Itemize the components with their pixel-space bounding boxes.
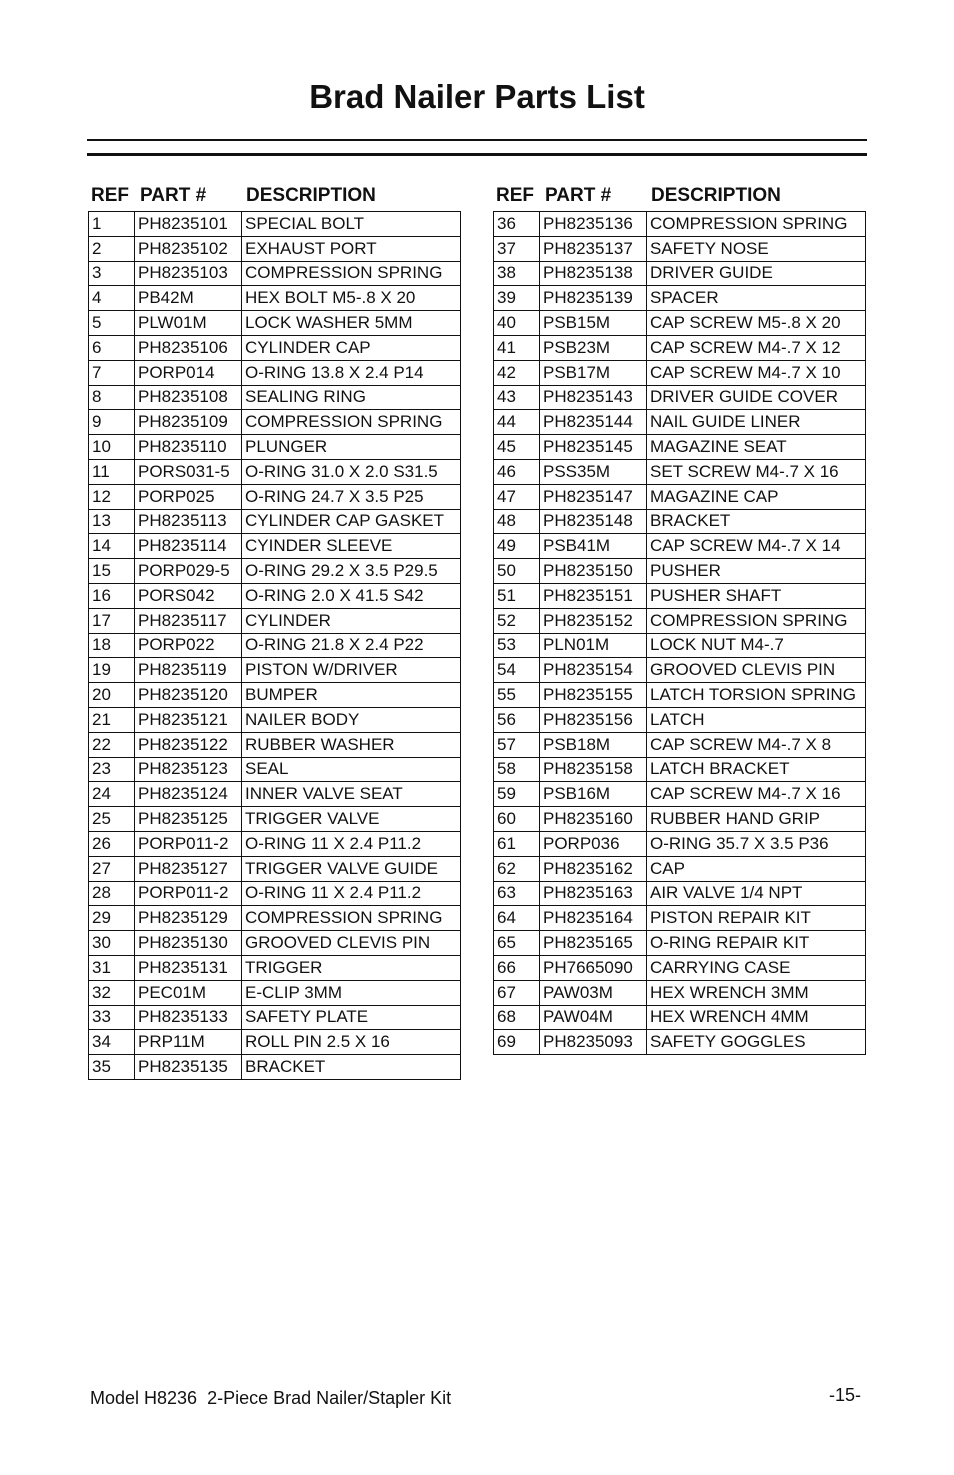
cell-ref: 63	[494, 881, 540, 906]
cell-part-number: PORP011-2	[135, 881, 242, 906]
table-row	[494, 410, 866, 435]
table-row	[89, 683, 461, 708]
cell-ref: 57	[494, 732, 540, 757]
cell-part-number: PH8235139	[540, 286, 647, 311]
title-rule-thick	[87, 153, 867, 156]
table-row	[494, 807, 866, 832]
table-row	[494, 782, 866, 807]
header-ref: REF	[496, 185, 534, 206]
cell-description: O-RING 11 X 2.4 P11.2	[242, 881, 461, 906]
cell-description: CAP SCREW M4-.7 X 12	[647, 335, 866, 360]
cell-part-number: PLW01M	[135, 311, 242, 336]
cell-part-number: PH8235113	[135, 509, 242, 534]
cell-description: RUBBER WASHER	[242, 732, 461, 757]
cell-description: SAFETY NOSE	[647, 236, 866, 261]
parts-table-left-body	[89, 212, 461, 1080]
table-row	[494, 1030, 866, 1055]
cell-ref: 49	[494, 534, 540, 559]
cell-description: HEX WRENCH 4MM	[647, 1005, 866, 1030]
cell-ref: 37	[494, 236, 540, 261]
cell-description: LOCK NUT M4-.7	[647, 633, 866, 658]
cell-description: HEX WRENCH 3MM	[647, 980, 866, 1005]
table-row	[89, 1055, 461, 1080]
table-row	[494, 608, 866, 633]
cell-part-number: PH8235156	[540, 707, 647, 732]
cell-description: LATCH BRACKET	[647, 757, 866, 782]
cell-description: SEALING RING	[242, 385, 461, 410]
table-row	[89, 906, 461, 931]
cell-ref: 4	[89, 286, 135, 311]
cell-part-number: PSB41M	[540, 534, 647, 559]
table-row	[494, 856, 866, 881]
cell-ref: 27	[89, 856, 135, 881]
cell-part-number: PORP014	[135, 360, 242, 385]
table-row	[494, 484, 866, 509]
cell-part-number: PH8235108	[135, 385, 242, 410]
cell-description: CAP SCREW M4-.7 X 16	[647, 782, 866, 807]
cell-ref: 21	[89, 707, 135, 732]
cell-ref: 20	[89, 683, 135, 708]
cell-ref: 16	[89, 583, 135, 608]
cell-description: TRIGGER VALVE GUIDE	[242, 856, 461, 881]
cell-ref: 53	[494, 633, 540, 658]
cell-description: CAP SCREW M4-.7 X 14	[647, 534, 866, 559]
table-row	[89, 410, 461, 435]
header-description: DESCRIPTION	[246, 185, 376, 206]
parts-table-right	[493, 184, 866, 1055]
cell-description: CYLINDER CAP	[242, 335, 461, 360]
table-row	[494, 261, 866, 286]
cell-part-number: PORP022	[135, 633, 242, 658]
cell-part-number: PH8235144	[540, 410, 647, 435]
cell-description: MAGAZINE SEAT	[647, 435, 866, 460]
cell-description: DRIVER GUIDE COVER	[647, 385, 866, 410]
table-row	[494, 931, 866, 956]
cell-ref: 35	[89, 1055, 135, 1080]
cell-ref: 23	[89, 757, 135, 782]
cell-ref: 22	[89, 732, 135, 757]
cell-ref: 2	[89, 236, 135, 261]
table-row	[494, 236, 866, 261]
cell-part-number: PH8235163	[540, 881, 647, 906]
cell-part-number: PH8235120	[135, 683, 242, 708]
cell-ref: 50	[494, 559, 540, 584]
cell-part-number: PH8235143	[540, 385, 647, 410]
cell-ref: 31	[89, 955, 135, 980]
cell-description: BRACKET	[647, 509, 866, 534]
table-row	[89, 1005, 461, 1030]
table-row	[89, 608, 461, 633]
cell-part-number: PH8235110	[135, 435, 242, 460]
title-rule-thin	[87, 139, 867, 141]
cell-part-number: PAW03M	[540, 980, 647, 1005]
cell-part-number: PH8235122	[135, 732, 242, 757]
cell-part-number: PH8235093	[540, 1030, 647, 1055]
table-row	[89, 856, 461, 881]
cell-description: O-RING 11 X 2.4 P11.2	[242, 831, 461, 856]
table-row	[89, 658, 461, 683]
table-row	[494, 906, 866, 931]
cell-part-number: PORP029-5	[135, 559, 242, 584]
cell-ref: 55	[494, 683, 540, 708]
cell-ref: 15	[89, 559, 135, 584]
cell-ref: 8	[89, 385, 135, 410]
cell-part-number: PORP025	[135, 484, 242, 509]
cell-description: O-RING 35.7 X 3.5 P36	[647, 831, 866, 856]
cell-description: O-RING 29.2 X 3.5 P29.5	[242, 559, 461, 584]
cell-description: COMPRESSION SPRING	[242, 410, 461, 435]
table-row	[89, 881, 461, 906]
cell-description: CAP SCREW M4-.7 X 10	[647, 360, 866, 385]
cell-description: PUSHER SHAFT	[647, 583, 866, 608]
cell-part-number: PLN01M	[540, 633, 647, 658]
cell-description: PLUNGER	[242, 435, 461, 460]
table-row	[89, 212, 461, 237]
cell-ref: 5	[89, 311, 135, 336]
table-row	[494, 335, 866, 360]
cell-part-number: PH8235151	[540, 583, 647, 608]
table-row	[89, 261, 461, 286]
cell-description: ROLL PIN 2.5 X 16	[242, 1030, 461, 1055]
table-row	[494, 658, 866, 683]
cell-part-number: PORP036	[540, 831, 647, 856]
cell-ref: 60	[494, 807, 540, 832]
header-part-number: PART #	[140, 185, 207, 206]
cell-ref: 39	[494, 286, 540, 311]
cell-ref: 10	[89, 435, 135, 460]
cell-ref: 44	[494, 410, 540, 435]
table-row	[494, 757, 866, 782]
cell-part-number: PH8235137	[540, 236, 647, 261]
cell-description: NAIL GUIDE LINER	[647, 410, 866, 435]
cell-description: SPECIAL BOLT	[242, 212, 461, 237]
table-row	[494, 1005, 866, 1030]
table-row	[494, 435, 866, 460]
cell-description: HEX BOLT M5-.8 X 20	[242, 286, 461, 311]
cell-part-number: PH8235154	[540, 658, 647, 683]
cell-part-number: PH8235103	[135, 261, 242, 286]
cell-description: LATCH	[647, 707, 866, 732]
cell-part-number: PH8235165	[540, 931, 647, 956]
cell-ref: 41	[494, 335, 540, 360]
cell-part-number: PH8235152	[540, 608, 647, 633]
table-row	[89, 459, 461, 484]
cell-part-number: PORS031-5	[135, 459, 242, 484]
cell-description: CYLINDER	[242, 608, 461, 633]
cell-ref: 40	[494, 311, 540, 336]
cell-part-number: PSS35M	[540, 459, 647, 484]
table-row	[494, 286, 866, 311]
cell-ref: 46	[494, 459, 540, 484]
cell-ref: 34	[89, 1030, 135, 1055]
table-row	[89, 807, 461, 832]
table-row	[494, 980, 866, 1005]
cell-description: COMPRESSION SPRING	[647, 608, 866, 633]
table-row	[494, 311, 866, 336]
table-row	[494, 707, 866, 732]
cell-part-number: PAW04M	[540, 1005, 647, 1030]
cell-part-number: PH8235147	[540, 484, 647, 509]
cell-ref: 24	[89, 782, 135, 807]
cell-ref: 51	[494, 583, 540, 608]
table-row	[494, 732, 866, 757]
cell-ref: 52	[494, 608, 540, 633]
cell-ref: 1	[89, 212, 135, 237]
cell-part-number: PH8235148	[540, 509, 647, 534]
cell-part-number: PH8235133	[135, 1005, 242, 1030]
cell-description: CAP	[647, 856, 866, 881]
cell-part-number: PSB23M	[540, 335, 647, 360]
cell-ref: 42	[494, 360, 540, 385]
cell-ref: 11	[89, 459, 135, 484]
cell-description: RUBBER HAND GRIP	[647, 807, 866, 832]
cell-part-number: PH8235150	[540, 559, 647, 584]
cell-ref: 7	[89, 360, 135, 385]
cell-part-number: PH8235127	[135, 856, 242, 881]
table-row	[89, 484, 461, 509]
cell-part-number: PSB17M	[540, 360, 647, 385]
cell-description: SPACER	[647, 286, 866, 311]
cell-description: O-RING 21.8 X 2.4 P22	[242, 633, 461, 658]
cell-ref: 66	[494, 955, 540, 980]
footer-model: Model H8236 2-Piece Brad Nailer/Stapler Kit	[90, 1388, 452, 1408]
table-row	[494, 683, 866, 708]
cell-description: NAILER BODY	[242, 707, 461, 732]
table-row	[89, 435, 461, 460]
cell-description: BRACKET	[242, 1055, 461, 1080]
cell-description: SAFETY GOGGLES	[647, 1030, 866, 1055]
table-row	[89, 633, 461, 658]
table-row	[89, 1030, 461, 1055]
cell-description: E-CLIP 3MM	[242, 980, 461, 1005]
cell-ref: 68	[494, 1005, 540, 1030]
table-row	[89, 335, 461, 360]
cell-part-number: PH8235131	[135, 955, 242, 980]
cell-part-number: PH8235109	[135, 410, 242, 435]
cell-description: PISTON REPAIR KIT	[647, 906, 866, 931]
table-row	[494, 633, 866, 658]
cell-part-number: PH8235106	[135, 335, 242, 360]
cell-part-number: PH8235162	[540, 856, 647, 881]
cell-part-number: PH8235138	[540, 261, 647, 286]
table-row	[89, 732, 461, 757]
table-row	[89, 286, 461, 311]
page-title: Brad Nailer Parts List	[309, 78, 645, 115]
cell-part-number: PH8235119	[135, 658, 242, 683]
cell-ref: 13	[89, 509, 135, 534]
table-row	[494, 583, 866, 608]
cell-part-number: PB42M	[135, 286, 242, 311]
cell-part-number: PH8235136	[540, 212, 647, 237]
table-row	[494, 459, 866, 484]
cell-description: PISTON W/DRIVER	[242, 658, 461, 683]
cell-description: CAP SCREW M4-.7 X 8	[647, 732, 866, 757]
cell-description: COMPRESSION SPRING	[647, 212, 866, 237]
cell-description: CAP SCREW M5-.8 X 20	[647, 311, 866, 336]
cell-description: TRIGGER VALVE	[242, 807, 461, 832]
cell-ref: 28	[89, 881, 135, 906]
cell-ref: 33	[89, 1005, 135, 1030]
cell-ref: 47	[494, 484, 540, 509]
table-row	[89, 559, 461, 584]
cell-description: CYINDER SLEEVE	[242, 534, 461, 559]
table-row	[494, 212, 866, 237]
cell-part-number: PH8235114	[135, 534, 242, 559]
cell-description: SET SCREW M4-.7 X 16	[647, 459, 866, 484]
table-row	[89, 385, 461, 410]
cell-ref: 67	[494, 980, 540, 1005]
cell-part-number: PH8235124	[135, 782, 242, 807]
cell-description: LATCH TORSION SPRING	[647, 683, 866, 708]
cell-description: DRIVER GUIDE	[647, 261, 866, 286]
cell-part-number: PH8235129	[135, 906, 242, 931]
cell-ref: 61	[494, 831, 540, 856]
table-row	[494, 559, 866, 584]
cell-ref: 18	[89, 633, 135, 658]
table-row	[89, 757, 461, 782]
cell-ref: 56	[494, 707, 540, 732]
cell-description: EXHAUST PORT	[242, 236, 461, 261]
header-ref: REF	[91, 185, 129, 206]
cell-description: O-RING 24.7 X 3.5 P25	[242, 484, 461, 509]
cell-description: O-RING 2.0 X 41.5 S42	[242, 583, 461, 608]
cell-part-number: PSB16M	[540, 782, 647, 807]
cell-part-number: PH8235158	[540, 757, 647, 782]
table-row	[89, 782, 461, 807]
cell-ref: 9	[89, 410, 135, 435]
cell-ref: 26	[89, 831, 135, 856]
cell-part-number: PH8235123	[135, 757, 242, 782]
table-row	[494, 831, 866, 856]
cell-description: O-RING 31.0 X 2.0 S31.5	[242, 459, 461, 484]
cell-ref: 14	[89, 534, 135, 559]
cell-part-number: PH8235117	[135, 608, 242, 633]
cell-ref: 3	[89, 261, 135, 286]
cell-ref: 12	[89, 484, 135, 509]
cell-part-number: PH8235102	[135, 236, 242, 261]
cell-part-number: PSB15M	[540, 311, 647, 336]
table-row	[494, 534, 866, 559]
cell-part-number: PEC01M	[135, 980, 242, 1005]
cell-ref: 29	[89, 906, 135, 931]
cell-ref: 58	[494, 757, 540, 782]
table-header	[493, 184, 866, 211]
table-row	[89, 831, 461, 856]
cell-ref: 65	[494, 931, 540, 956]
parts-table-right-body	[494, 212, 866, 1055]
table-row	[89, 583, 461, 608]
cell-description: MAGAZINE CAP	[647, 484, 866, 509]
cell-part-number: PH7665090	[540, 955, 647, 980]
cell-description: SEAL	[242, 757, 461, 782]
cell-part-number: PH8235121	[135, 707, 242, 732]
cell-description: BUMPER	[242, 683, 461, 708]
page-number: -15-	[829, 1385, 862, 1405]
cell-description: CARRYING CASE	[647, 955, 866, 980]
table-header	[88, 184, 461, 211]
cell-part-number: PH8235101	[135, 212, 242, 237]
cell-description: INNER VALVE SEAT	[242, 782, 461, 807]
table-row	[89, 236, 461, 261]
cell-part-number: PH8235125	[135, 807, 242, 832]
table-row	[89, 534, 461, 559]
cell-part-number: PH8235130	[135, 931, 242, 956]
cell-ref: 25	[89, 807, 135, 832]
cell-part-number: PH8235164	[540, 906, 647, 931]
cell-part-number: PORP011-2	[135, 831, 242, 856]
cell-ref: 17	[89, 608, 135, 633]
cell-description: CYLINDER CAP GASKET	[242, 509, 461, 534]
table-row	[89, 955, 461, 980]
cell-ref: 48	[494, 509, 540, 534]
table-row	[89, 980, 461, 1005]
cell-part-number: PH8235145	[540, 435, 647, 460]
cell-ref: 6	[89, 335, 135, 360]
cell-description: O-RING REPAIR KIT	[647, 931, 866, 956]
cell-part-number: PH8235155	[540, 683, 647, 708]
table-row	[89, 707, 461, 732]
header-description: DESCRIPTION	[651, 185, 781, 206]
cell-ref: 64	[494, 906, 540, 931]
cell-ref: 43	[494, 385, 540, 410]
cell-ref: 30	[89, 931, 135, 956]
cell-description: COMPRESSION SPRING	[242, 261, 461, 286]
cell-ref: 38	[494, 261, 540, 286]
cell-description: PUSHER	[647, 559, 866, 584]
cell-ref: 69	[494, 1030, 540, 1055]
parts-table-left	[88, 184, 461, 1080]
cell-description: SAFETY PLATE	[242, 1005, 461, 1030]
cell-part-number: PH8235135	[135, 1055, 242, 1080]
table-row	[89, 311, 461, 336]
cell-description: O-RING 13.8 X 2.4 P14	[242, 360, 461, 385]
cell-description: AIR VALVE 1/4 NPT	[647, 881, 866, 906]
cell-ref: 59	[494, 782, 540, 807]
table-row	[494, 881, 866, 906]
table-row	[494, 509, 866, 534]
cell-description: LOCK WASHER 5MM	[242, 311, 461, 336]
table-row	[494, 385, 866, 410]
cell-ref: 45	[494, 435, 540, 460]
table-row	[494, 955, 866, 980]
cell-part-number: PH8235160	[540, 807, 647, 832]
table-row	[89, 931, 461, 956]
cell-ref: 32	[89, 980, 135, 1005]
table-row	[89, 360, 461, 385]
cell-description: COMPRESSION SPRING	[242, 906, 461, 931]
cell-ref: 62	[494, 856, 540, 881]
cell-description: GROOVED CLEVIS PIN	[647, 658, 866, 683]
cell-part-number: PSB18M	[540, 732, 647, 757]
cell-ref: 19	[89, 658, 135, 683]
table-row	[494, 360, 866, 385]
header-part-number: PART #	[545, 185, 612, 206]
cell-ref: 36	[494, 212, 540, 237]
cell-ref: 54	[494, 658, 540, 683]
cell-part-number: PORS042	[135, 583, 242, 608]
cell-part-number: PRP11M	[135, 1030, 242, 1055]
cell-description: GROOVED CLEVIS PIN	[242, 931, 461, 956]
table-row	[89, 509, 461, 534]
cell-description: TRIGGER	[242, 955, 461, 980]
